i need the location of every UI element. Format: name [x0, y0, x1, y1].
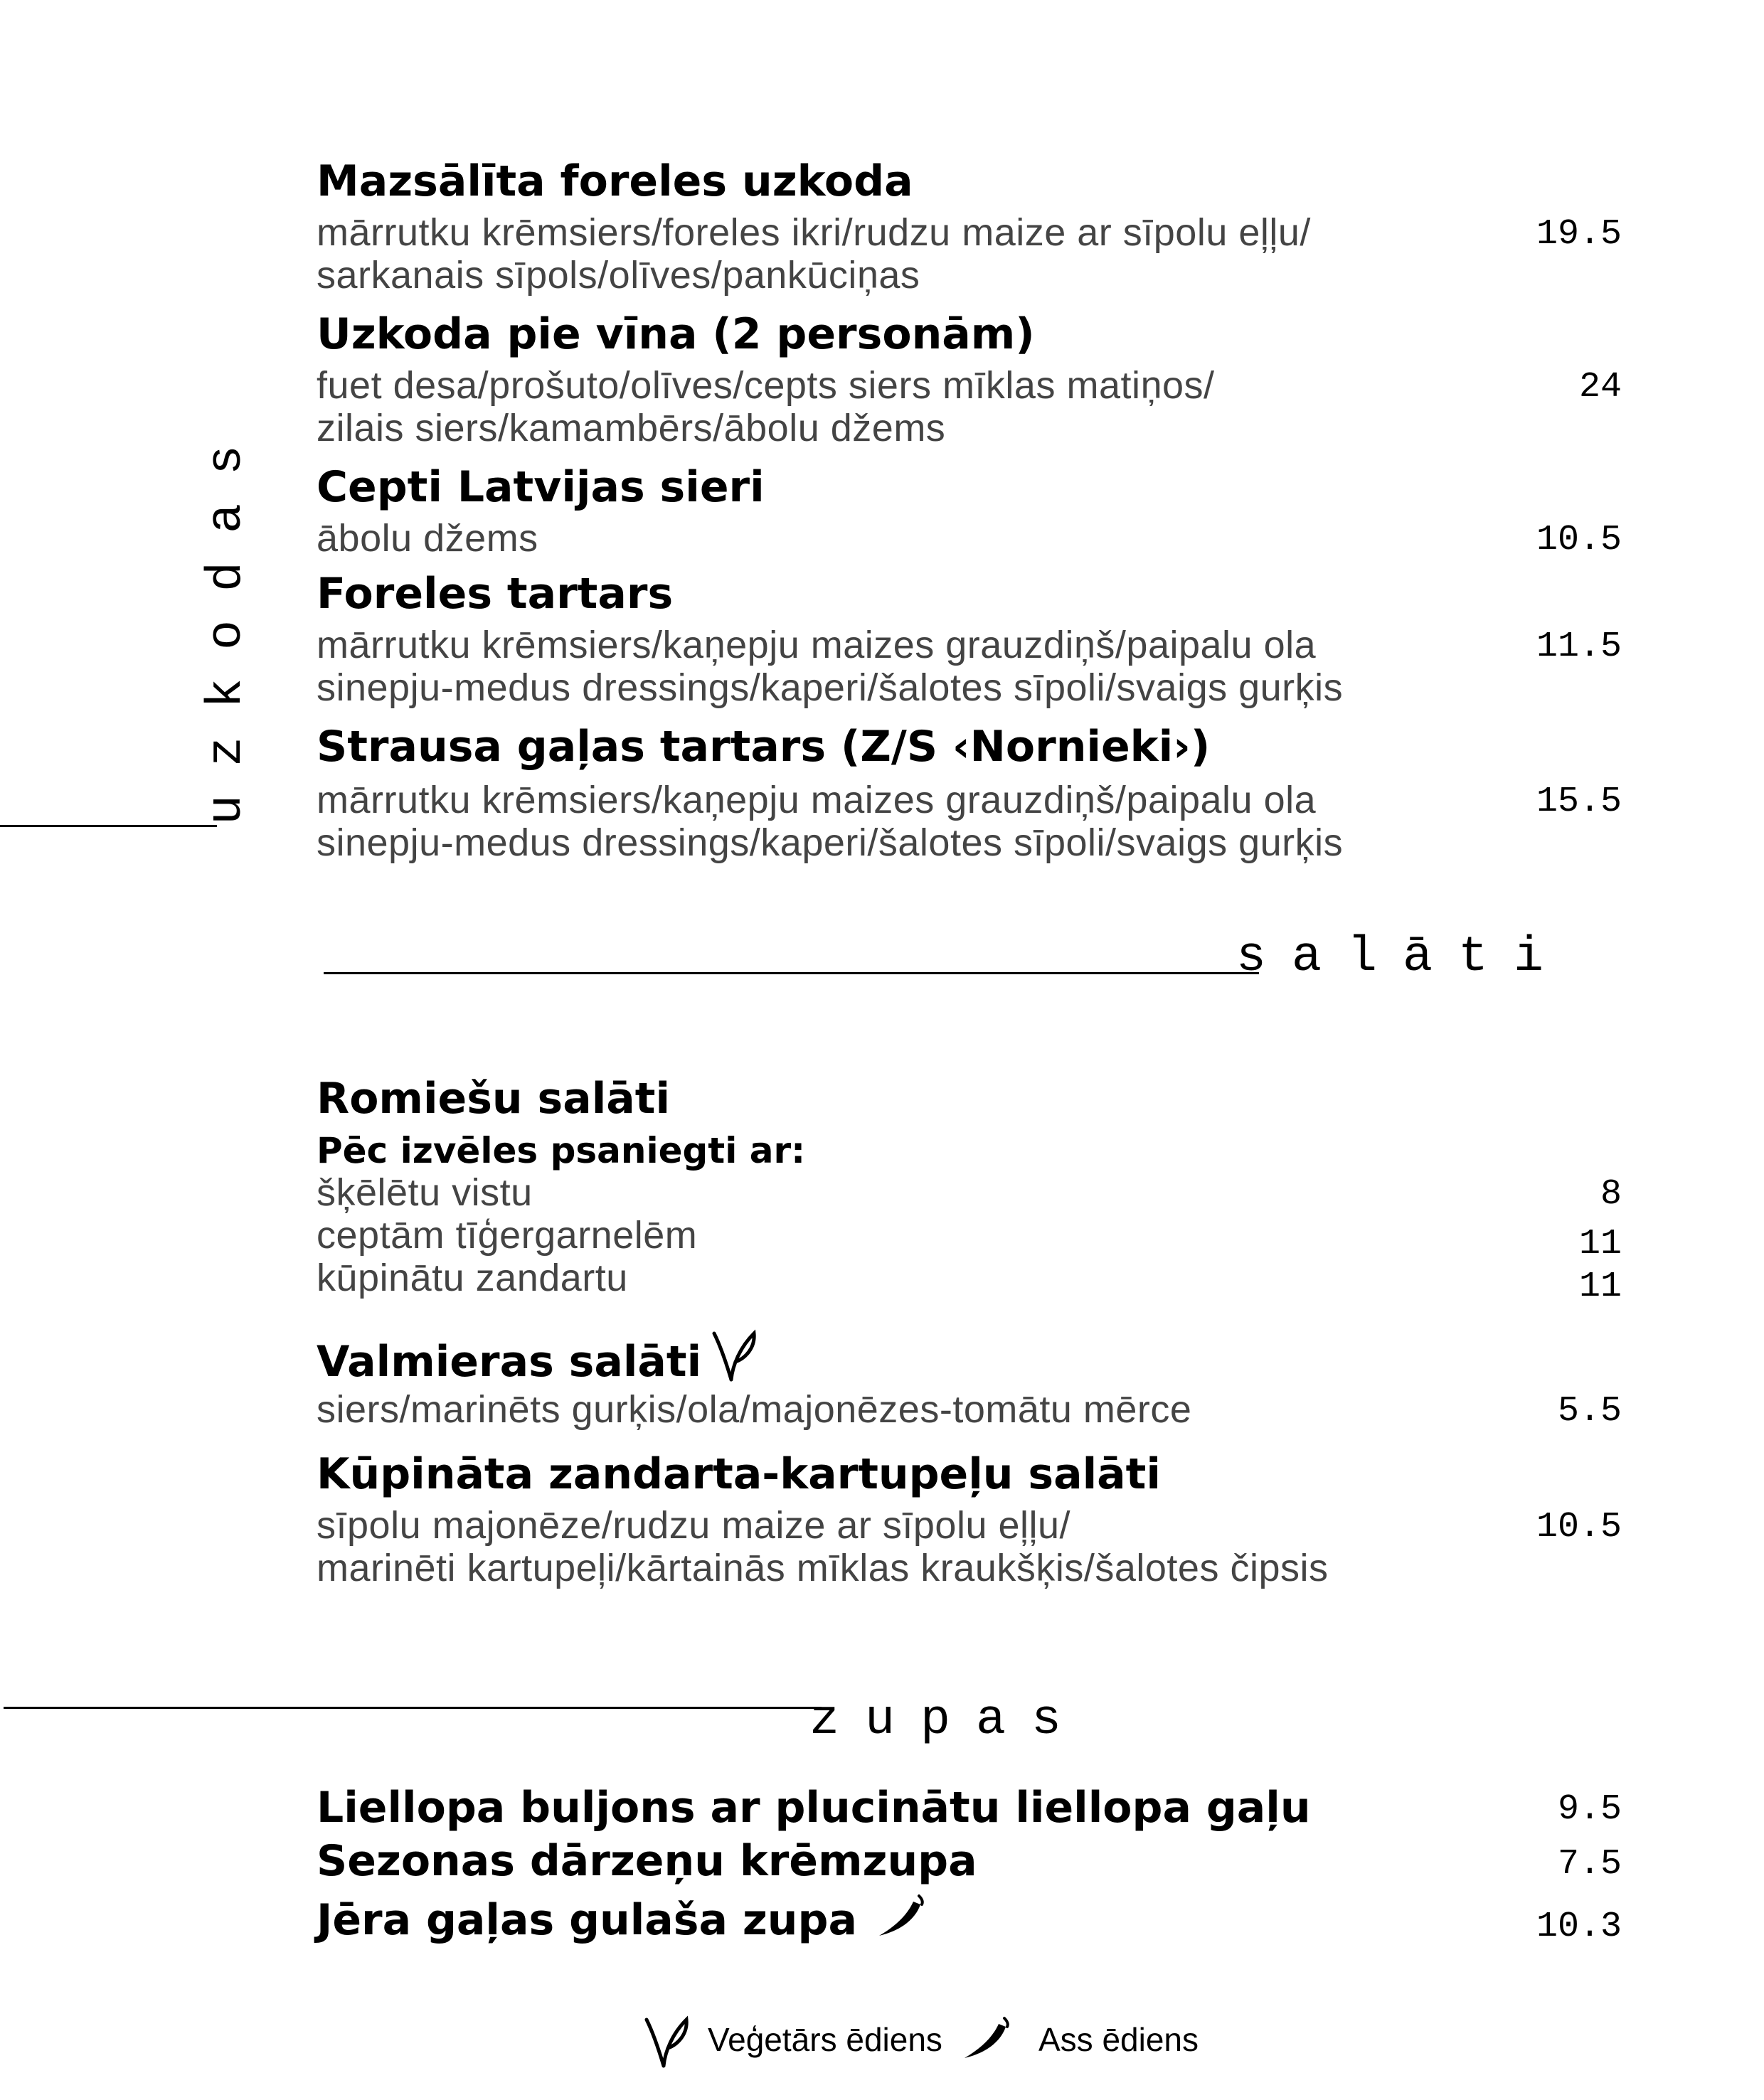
- dish-name: Valmieras salāti: [317, 1337, 702, 1387]
- dish-price: 9.5: [1557, 1789, 1622, 1830]
- dish-price: 11: [1578, 1267, 1622, 1307]
- dish-price: 11.5: [1536, 627, 1622, 667]
- dish-name: Liellopa buljons ar plucinātu liellopa gaļu: [317, 1783, 1311, 1833]
- vegetarian-icon: [711, 1326, 761, 1383]
- chili-pepper-icon: [960, 2014, 1017, 2064]
- dish-subtitle: Pēc izvēles psaniegti ar:: [317, 1130, 806, 1171]
- dish-price: 10.5: [1536, 520, 1622, 560]
- dish-description: sinepju-medus dressings/kaperi/šalotes sīpoli/svaigs gurķis: [317, 666, 1344, 709]
- dish-description: mārrutku krēmsiers/foreles ikri/rudzu maize ar sīpolu eļļu/: [317, 211, 1311, 254]
- dish-description: mārrutku krēmsiers/kaņepju maizes grauzdiņš/paipalu ola: [317, 779, 1317, 821]
- dish-name: Sezonas dārzeņu krēmzupa: [317, 1836, 977, 1886]
- legend-spicy-label: Ass ēdiens: [1038, 2021, 1199, 2058]
- dish-description: zilais siers/kamambērs/ābolu džems: [317, 407, 946, 449]
- dish-name: Strausa gaļas tartars (Z/S ‹Nornieki›): [317, 722, 1211, 772]
- dish-option: ceptām tīģergarnelēm: [317, 1214, 698, 1257]
- dish-description: siers/marinēts gurķis/ola/majonēzes-tomātu mērce: [317, 1388, 1192, 1431]
- zupas-divider: [4, 1707, 822, 1709]
- section-label-salati: salāti: [1236, 929, 1570, 986]
- uzkodas-divider: [0, 825, 217, 827]
- dish-price: 15.5: [1536, 782, 1622, 822]
- chili-pepper-icon: [875, 1892, 932, 1941]
- dish-description: mārrutku krēmsiers/kaņepju maizes grauzdiņš/paipalu ola: [317, 624, 1317, 666]
- dish-description: sarkanais sīpols/olīves/pankūciņas: [317, 254, 920, 297]
- dish-description: sīpolu majonēze/rudzu maize ar sīpolu eļļu/: [317, 1504, 1071, 1547]
- dish-description: marinēti kartupeļi/kārtainās mīklas kraukšķis/šalotes čipsis: [317, 1547, 1329, 1589]
- dish-name: Uzkoda pie vīna (2 personām): [317, 309, 1035, 359]
- dish-price: 7.5: [1557, 1844, 1622, 1885]
- section-label-uzkodas: uzkodas: [199, 416, 255, 825]
- dish-price: 10.5: [1536, 1507, 1622, 1547]
- dish-price: 10.3: [1536, 1907, 1622, 1947]
- vegetarian-icon: [644, 2013, 694, 2069]
- dish-description: sinepju-medus dressings/kaperi/šalotes sīpoli/svaigs gurķis: [317, 821, 1344, 864]
- dish-price: 19.5: [1536, 214, 1622, 255]
- dish-price: 8: [1600, 1174, 1622, 1215]
- salati-divider: [324, 972, 1259, 974]
- dish-price: 11: [1578, 1224, 1622, 1264]
- dish-name: Cepti Latvijas sieri: [317, 462, 765, 512]
- dish-description: fuet desa/prošuto/olīves/cepts siers mīklas matiņos/: [317, 364, 1215, 407]
- dish-price: 24: [1578, 367, 1622, 407]
- section-label-zupas: zupas: [809, 1693, 1088, 1749]
- dish-price: 5.5: [1557, 1391, 1622, 1432]
- dish-name: Romiešu salāti: [317, 1074, 671, 1124]
- dish-option: kūpinātu zandartu: [317, 1257, 628, 1299]
- legend-vegetarian-label: Veģetārs ēdiens: [708, 2021, 942, 2058]
- dish-name: Jēra gaļas gulaša zupa: [317, 1895, 857, 1945]
- dish-name: Kūpināta zandarta-kartupeļu salāti: [317, 1449, 1161, 1499]
- dish-description: ābolu džems: [317, 517, 538, 560]
- dish-option: šķēlētu vistu: [317, 1171, 533, 1214]
- dish-name: Foreles tartars: [317, 569, 674, 619]
- dish-name: Mazsālīta foreles uzkoda: [317, 156, 913, 206]
